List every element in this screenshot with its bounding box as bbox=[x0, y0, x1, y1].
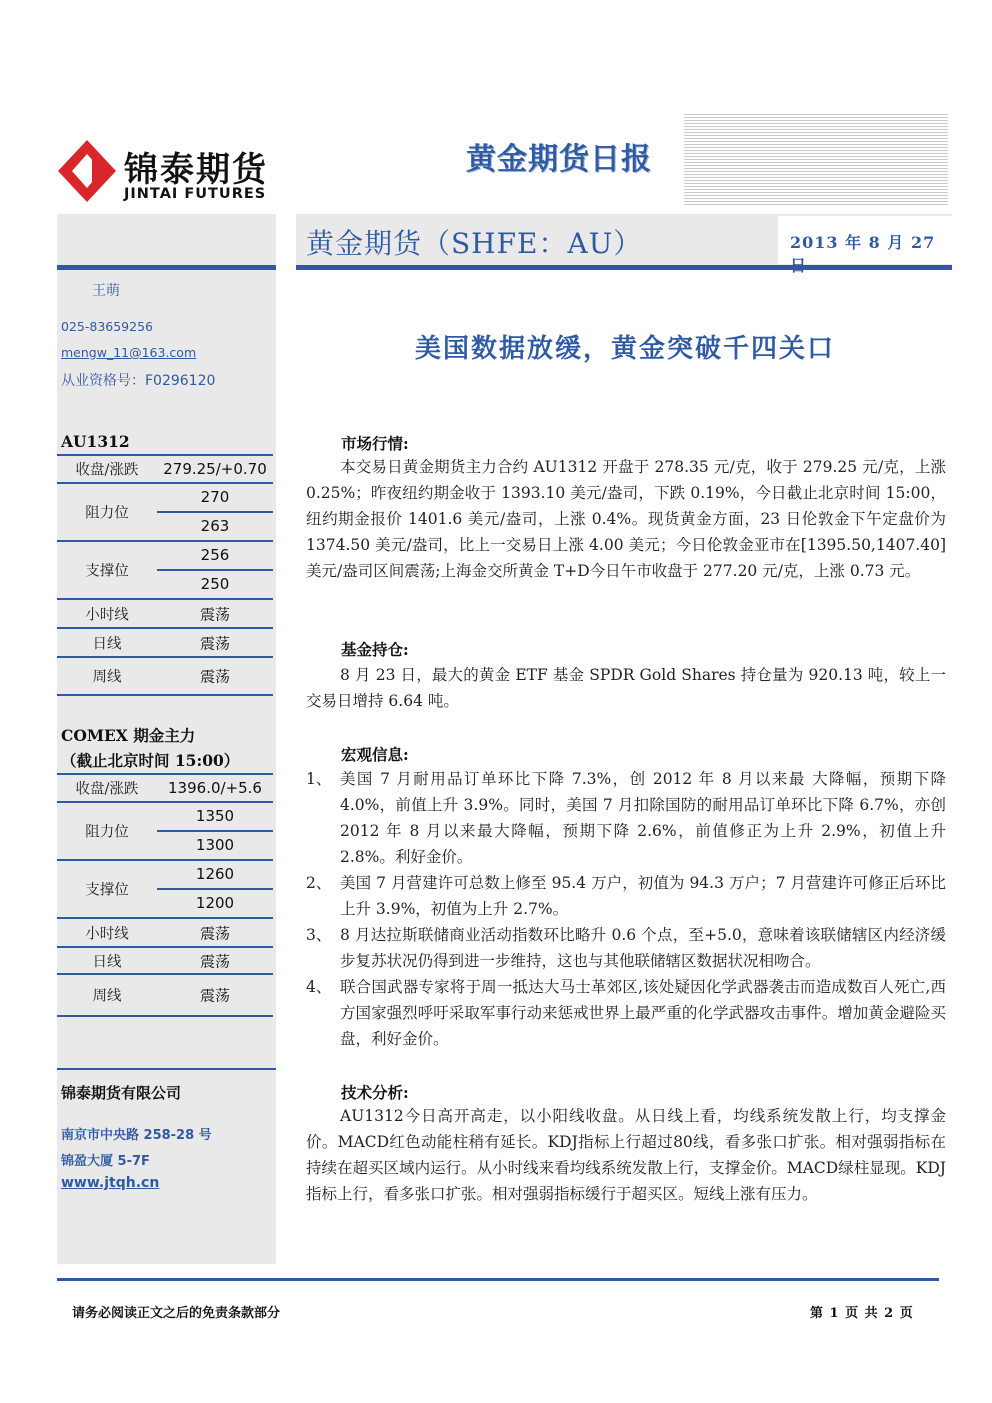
comex-support-group bbox=[57, 861, 273, 919]
comex-heading: COMEX 期金主力 bbox=[61, 726, 196, 745]
macro-item-number: 4、 bbox=[306, 978, 332, 996]
resistance-label: 阻力位 bbox=[85, 824, 129, 841]
analyst-name: 王萌 bbox=[92, 283, 120, 299]
au1312-heading: AU1312 bbox=[61, 432, 130, 451]
market-section-title: 市场行情: bbox=[341, 434, 409, 453]
article-headline: 美国数据放缓，黄金突破千四关口 bbox=[414, 334, 835, 364]
footer-rule bbox=[57, 1278, 939, 1281]
hourly-label: 小时线 bbox=[85, 926, 129, 942]
resistance-1: 270 bbox=[157, 484, 273, 513]
tech-paragraph: AU1312今日高开高走，以小阳线收盘。从日线上看，均线系统发散上行，均支撑金价。MACD红色动能柱稍有延长。KDJ指标上行超过80线，看多张口扩张。相对强弱指标在持续在超买区域内运行。从小时线来看均线系统发散上行，支撑金价。MACD绿柱显现。KDJ指标上行，看多张口扩张。相对强弱指标缓行于超买区。短线上涨有压力。 bbox=[306, 1107, 946, 1203]
company-address-2: 锦盈大厦 5-7F bbox=[61, 1154, 150, 1169]
macro-item-number: 1、 bbox=[306, 770, 332, 788]
product-title: 黄金期货（SHFE：AU） bbox=[306, 227, 643, 260]
company-name: 锦泰期货有限公司 bbox=[61, 1084, 182, 1102]
close-label: 收盘/涨跌 bbox=[75, 462, 139, 479]
resistance-label: 阻力位 bbox=[85, 505, 129, 522]
macro-item-number: 2、 bbox=[306, 874, 332, 892]
hourly-value: 震荡 bbox=[199, 605, 230, 623]
report-date-box bbox=[778, 216, 952, 264]
hourly-label: 小时线 bbox=[85, 607, 129, 623]
au1312-hourly-row bbox=[57, 600, 273, 629]
daily-value: 震荡 bbox=[199, 634, 230, 652]
macro-item-text: 联合国武器专家将于周一抵达大马士革郊区,该处疑因化学武器袭击而造成数百人死亡,西方国家强烈呼吁采取军事行动来惩戒世界上最严重的化学武器攻击事件。增加黄金避险买盘，利好金价。 bbox=[340, 978, 946, 1048]
macro-item-text: 美国 7 月耐用品订单环比下降 7.3%，创 2012 年 8 月以来最 大降幅，预期下降 4.0%，前值上升 3.9%。同时，美国 7 月扣除国防的耐用品订单环比下降 6.7%，亦创 2012 年 8 月以来最大降幅，预期下降 2.6%，前值修正为上升 2.9%，初值上升 2.8%。利好金价。 bbox=[340, 770, 946, 866]
resistance-2: 263 bbox=[200, 517, 230, 535]
support-1: 1260 bbox=[157, 861, 273, 890]
brand-name-en: JINTAI FUTURES bbox=[124, 186, 267, 202]
comex-subheading: （截止北京时间 15:00） bbox=[61, 751, 240, 770]
analyst-license: 从业资格号：F0296120 bbox=[61, 373, 216, 389]
brand-name-cn: 锦泰期货 bbox=[124, 150, 268, 190]
macro-section-title: 宏观信息: bbox=[341, 745, 409, 764]
fund-section-title: 基金持仓: bbox=[341, 640, 409, 659]
header-rule-right bbox=[296, 265, 952, 270]
footer-page-number: 第 1 页 共 2 页 bbox=[810, 1306, 914, 1321]
comex-close-row bbox=[57, 773, 273, 803]
support-2: 1200 bbox=[195, 894, 235, 912]
comex-resistance-group bbox=[57, 803, 273, 861]
brand-logo bbox=[58, 138, 288, 208]
macro-item-number: 3、 bbox=[306, 926, 332, 944]
weekly-value: 震荡 bbox=[199, 986, 230, 1005]
analyst-phone: 025-83659256 bbox=[61, 319, 153, 334]
close-value: 1396.0/+5.6 bbox=[168, 779, 262, 797]
macro-item-text: 美国 7 月营建许可总数上修至 95.4 万户，初值为 94.3 万户；7 月营建许可修正后环比上升 3.9%，初值为上升 2.7%。 bbox=[340, 874, 946, 918]
support-2: 250 bbox=[200, 575, 230, 593]
market-paragraph: 本交易日黄金期货主力合约 AU1312 开盘于 278.35 元/克，收于 279.25 元/克，上涨 0.25%；昨夜纽约期金收于 1393.10 美元/盎司，下跌 0.19%，今日截止北京时间 15:00，纽约期金报价 1401.6 美元/盎司，上涨 0.4%。现货黄金方面，23 日伦敦金下午定盘价为 1374.50 美元/盎司，比上一交易日上涨 4.00 美元；今日伦敦金亚市在[1395.50,1407.40]美元/盎司区间震荡;上海金交所黄金 T+D今日午市收盘于 277.20 元/克，上涨 0.73 元。 bbox=[306, 458, 946, 580]
header-rule-left bbox=[57, 265, 276, 270]
fund-paragraph: 8 月 23 日，最大的黄金 ETF 基金 SPDR Gold Shares 持仓量为 920.13 吨，较上一交易日增持 6.64 吨。 bbox=[306, 666, 946, 710]
comex-table bbox=[57, 773, 273, 1017]
close-value: 279.25/+0.70 bbox=[163, 460, 267, 478]
footer-disclaimer: 请务必阅读正文之后的免责条款部分 bbox=[72, 1306, 281, 1321]
support-label: 支撑位 bbox=[85, 563, 129, 580]
jintai-logo-icon bbox=[58, 140, 116, 202]
company-address-1: 南京市中央路 258-28 号 bbox=[61, 1128, 212, 1143]
daily-value: 震荡 bbox=[199, 952, 230, 970]
analyst-email[interactable]: mengw_11@163.com bbox=[61, 345, 197, 360]
daily-label: 日线 bbox=[92, 636, 122, 652]
macro-item-text: 8 月达拉斯联储商业活动指数环比略升 0.6 个点，至+5.0，意味着该联储辖区内经济缓步复苏状况仍得到进一步维持，这也与其他联储辖区数据状况相吻合。 bbox=[340, 926, 946, 970]
au1312-close-row bbox=[57, 454, 273, 484]
comex-hourly-row bbox=[57, 919, 273, 948]
report-title: 黄金期货日报 bbox=[466, 142, 652, 177]
au1312-support-group bbox=[57, 542, 273, 600]
daily-label: 日线 bbox=[92, 954, 122, 970]
weekly-value: 震荡 bbox=[199, 667, 230, 686]
au1312-daily-row bbox=[57, 629, 273, 658]
au1312-table bbox=[57, 454, 273, 696]
au1312-resistance-group bbox=[57, 484, 273, 542]
close-label: 收盘/涨跌 bbox=[75, 781, 139, 798]
resistance-2: 1300 bbox=[195, 836, 235, 854]
weekly-label: 周线 bbox=[92, 988, 122, 1005]
comex-weekly-row bbox=[57, 975, 273, 1017]
report-date: 2013 年 8 月 27 bbox=[790, 233, 936, 252]
tech-section-title: 技术分析: bbox=[341, 1083, 409, 1102]
hourly-value: 震荡 bbox=[199, 924, 230, 942]
au1312-weekly-row bbox=[57, 658, 273, 696]
support-1: 256 bbox=[157, 542, 273, 571]
weekly-label: 周线 bbox=[92, 669, 122, 686]
support-label: 支撑位 bbox=[85, 882, 129, 899]
resistance-1: 1350 bbox=[157, 803, 273, 832]
comex-daily-row bbox=[57, 948, 273, 975]
company-website-link[interactable]: www.jtqh.cn bbox=[61, 1175, 160, 1191]
company-divider bbox=[57, 1068, 276, 1070]
header-hatch-decoration bbox=[684, 113, 948, 205]
